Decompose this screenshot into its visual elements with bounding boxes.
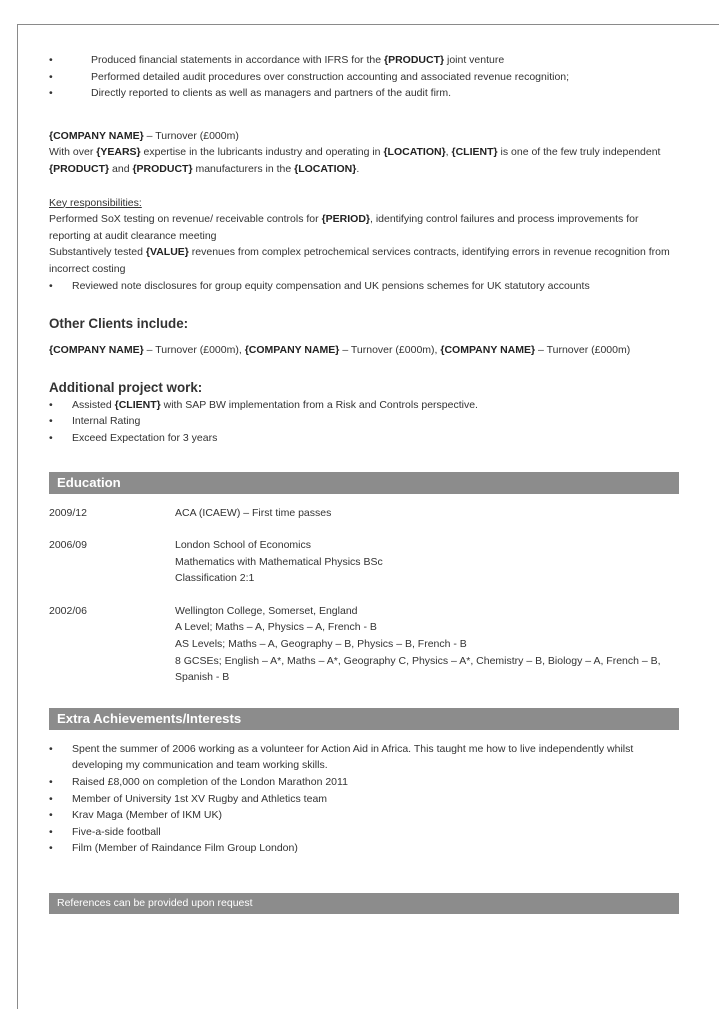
education-line: Classification 2:1	[175, 572, 255, 585]
other-clients-block	[49, 315, 679, 359]
company-block	[49, 128, 679, 178]
extra-bullets	[49, 741, 679, 857]
cv-content	[49, 52, 679, 914]
list-item: • Film (Member of Raindance Film Group London)	[49, 840, 679, 857]
experience-bullets	[49, 52, 679, 102]
responsibility-line: Substantively tested {VALUE} revenues from complex petrochemical services contracts, identifying errors in revenue recognition from incorrect costing	[49, 246, 670, 275]
education-entry	[49, 505, 679, 522]
education-line: Wellington College, Somerset, England	[175, 604, 358, 617]
additional-work-bullets	[49, 397, 679, 447]
responsibilities-block	[49, 195, 679, 295]
list-item: • Internal Rating	[49, 413, 679, 430]
education-entry	[49, 537, 679, 587]
responsibilities-heading: Key responsibilities:	[49, 196, 142, 209]
references-bar: References can be provided upon request	[49, 893, 679, 914]
education-year: 2006/09	[49, 539, 87, 552]
list-item: • Five-a-side football	[49, 824, 679, 841]
list-item: • Spent the summer of 2006 working as a volunteer for Action Aid in Africa. This taught me how to live independently whilst developing my communication and team working skills.	[49, 741, 679, 774]
education-header: Education	[49, 472, 679, 494]
list-item: • Produced financial statements in accordance with IFRS for the {PRODUCT} joint venture	[49, 52, 679, 69]
list-item: • Exceed Expectation for 3 years	[49, 430, 679, 447]
list-item: • Member of University 1st XV Rugby and Athletics team	[49, 791, 679, 808]
extra-header: Extra Achievements/Interests	[49, 708, 679, 730]
education-line: 8 GCSEs; English – A*, Maths – A*, Geography C, Physics – A*, Chemistry – B, Biology – A, French – B, Spanish - B	[175, 654, 661, 684]
education-entry	[49, 603, 679, 686]
other-clients-text: {COMPANY NAME} – Turnover (£000m), {COMPANY NAME} – Turnover (£000m), {COMPANY NAME} – Turnover (£000m)	[49, 344, 631, 357]
additional-work-block	[49, 379, 679, 447]
company-description: With over {YEARS} expertise in the lubricants industry and operating in {LOCATION}, {CLIENT} is one of the few truly independent {PRODUCT} and {PRODUCT} manufacturers in the {LOCATION}.	[49, 146, 661, 175]
education-year: 2009/12	[49, 506, 87, 519]
education-year: 2002/06	[49, 604, 87, 617]
education-line: London School of Economics	[175, 539, 312, 552]
responsibility-line: Performed SoX testing on revenue/ receivable controls for {PERIOD}, identifying control failures and process improvements for reporting at audit clearance meeting	[49, 213, 639, 242]
education-line: ACA (ICAEW) – First time passes	[175, 506, 332, 519]
education-line: Mathematics with Mathematical Physics BSc	[175, 555, 383, 568]
list-item: • Assisted {CLIENT} with SAP BW implementation from a Risk and Controls perspective.	[49, 397, 679, 414]
list-item: • Directly reported to clients as well as managers and partners of the audit firm.	[49, 85, 679, 102]
list-item: • Reviewed note disclosures for group equity compensation and UK pensions schemes for UK statutory accounts	[49, 278, 679, 295]
education-line: AS Levels; Maths – A, Geography – B, Physics – B, French - B	[175, 638, 467, 651]
education-line: A Level; Maths – A, Physics – A, French - B	[175, 621, 377, 634]
list-item: • Krav Maga (Member of IKM UK)	[49, 807, 679, 824]
education-list	[49, 505, 679, 686]
company-heading: {COMPANY NAME} – Turnover (£000m)	[49, 129, 239, 142]
responsibility-bullets	[49, 278, 679, 295]
other-clients-heading: Other Clients include:	[49, 316, 189, 332]
list-item: • Performed detailed audit procedures over construction accounting and associated revenue recognition;	[49, 69, 679, 86]
list-item: • Raised £8,000 on completion of the London Marathon 2011	[49, 774, 679, 791]
additional-work-heading: Additional project work:	[49, 379, 203, 395]
